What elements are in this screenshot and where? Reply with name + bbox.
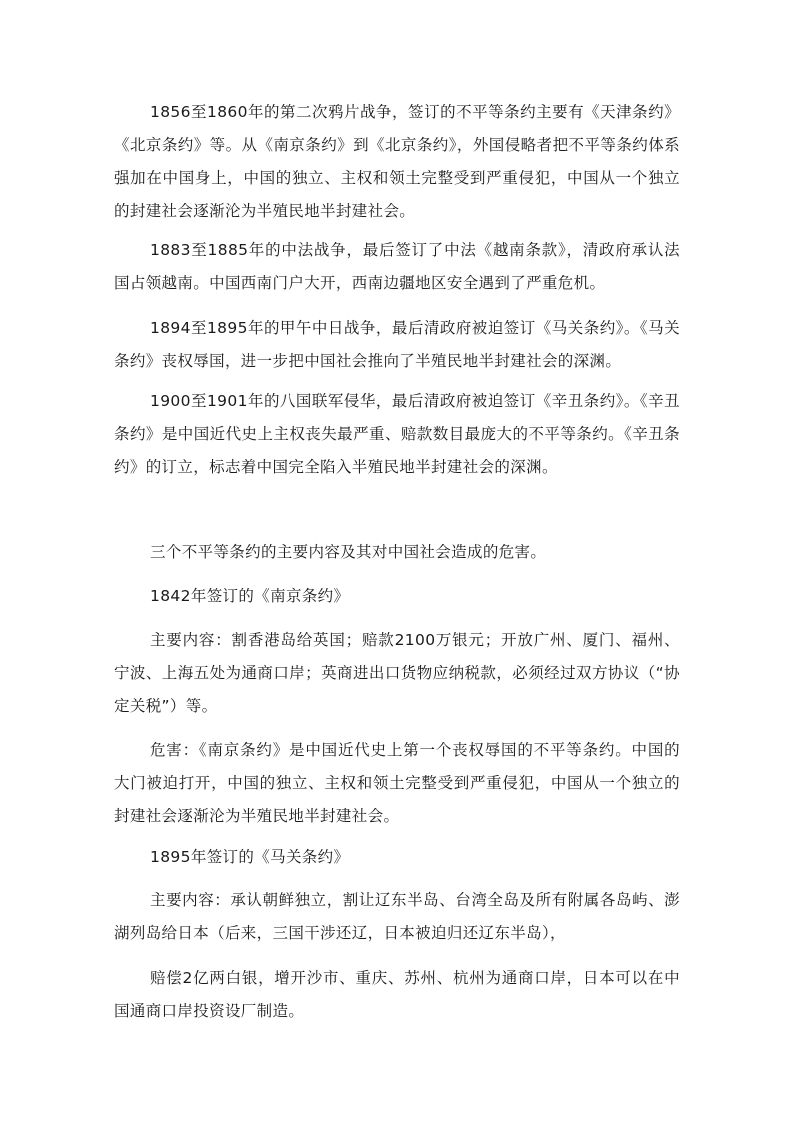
- paragraph-eight-nation-alliance: 1900至1901年的八国联军侵华，最后清政府被迫签订《辛丑条约》。《辛丑条约》是中国近代史上主权丧失最严重、赔款数目最庞大的不平等条约。《辛丑条约》的订立，标志着中国完全陷入半殖民地半封建社会的深渊。: [114, 392, 680, 476]
- section-heading-three-treaties: 三个不平等条约的主要内容及其对中国社会造成的危害。: [150, 543, 547, 561]
- subheading-treaty-of-shimonoseki: 1895年签订的《马关条约》: [150, 848, 350, 866]
- subheading-treaty-of-nanking: 1842年签订的《南京条约》: [150, 587, 350, 605]
- paragraph-nanking-content: 主要内容：割香港岛给英国；赔款2100万银元；开放广州、厦门、福州、宁波、上海五处为通商口岸；英商进出口货物应纳税款，必须经过双方协议（“协定关税”）等。: [114, 631, 680, 715]
- paragraph-shimonoseki-content: 主要内容：承认朝鲜独立，割让辽东半岛、台湾全岛及所有附属各岛屿、澎湖列岛给日本（后来，三国干涉还辽，日本被迫归还辽东半岛），: [114, 891, 680, 942]
- paragraph-nanking-harm: 危害：《南京条约》是中国近代史上第一个丧权辱国的不平等条约。中国的大门被迫打开，中国的独立、主权和领土完整受到严重侵犯，中国从一个独立的封建社会逐渐沦为半殖民地半封建社会。: [114, 741, 680, 825]
- paragraph-second-opium-war: 1856至1860年的第二次鸦片战争，签订的不平等条约主要有《天津条约》《北京条约》等。从《南京条约》到《北京条约》，外国侵略者把不平等条约体系强加在中国身上，中国的独立、主权和领土完整受到严重侵犯，中国从一个独立的封建社会逐渐沦为半殖民地半封建社会。: [114, 103, 680, 220]
- paragraph-sino-french-war: 1883至1885年的中法战争，最后签订了中法《越南条款》，清政府承认法国占领越南。中国西南门户大开，西南边疆地区安全遇到了严重危机。: [114, 241, 680, 292]
- paragraph-shimonoseki-indemnity: 赔偿2亿两白银，增开沙市、重庆、苏州、杭州为通商口岸，日本可以在中国通商口岸投资设厂制造。: [114, 969, 680, 1020]
- paragraph-sino-japanese-war: 1894至1895年的甲午中日战争，最后清政府被迫签订《马关条约》。《马关条约》丧权辱国，进一步把中国社会推向了半殖民地半封建社会的深渊。: [114, 319, 680, 370]
